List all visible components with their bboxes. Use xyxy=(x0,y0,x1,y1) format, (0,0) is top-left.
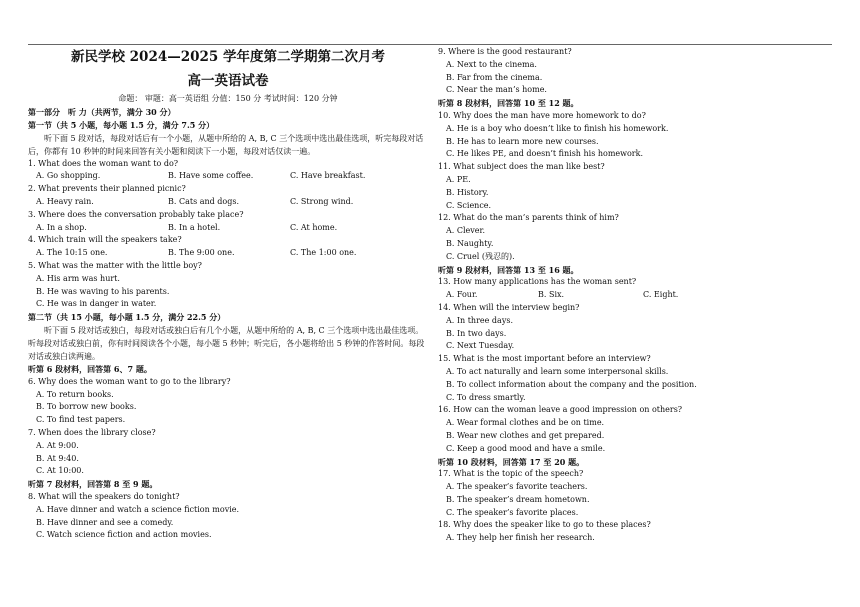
option: A. In a shop. xyxy=(36,222,87,232)
option: B. Have some coffee. xyxy=(168,171,254,181)
option: C. Strong wind. xyxy=(290,196,354,206)
option: B. Cats and dogs. xyxy=(168,196,240,206)
option: C. At 10:00. xyxy=(36,466,84,476)
option: C. Keep a good mood and have a smile. xyxy=(446,443,606,453)
option: C. To find test papers. xyxy=(36,415,126,425)
option: B. In two days. xyxy=(446,328,507,338)
option: A. The 10:15 one. xyxy=(36,248,108,258)
question-2-options xyxy=(28,196,428,209)
part1-heading: 第一部分 听 力（共两节，满分 30 分） xyxy=(28,107,176,117)
question-5: 5. What was the matter with the little boy? xyxy=(28,260,202,270)
question-8: 8. What will the speakers do tonight? xyxy=(28,491,180,501)
question-13: 13. How many applications has the woman sent? xyxy=(438,277,637,287)
exam-meta: 命题： 审题：高一英语组 分值：150 分 考试时间：120 分钟 xyxy=(118,94,338,103)
option: B. In a hotel. xyxy=(168,222,221,232)
question-14: 14. When will the interview begin? xyxy=(438,302,580,312)
option: B. To borrow new books. xyxy=(36,402,137,412)
option: B. Wear new clothes and get prepared. xyxy=(446,430,605,440)
option: B. The speaker’s dream hometown. xyxy=(446,494,590,504)
section2-heading: 第二节（共 15 小题，每小题 1.5 分，满分 22.5 分） xyxy=(28,312,226,323)
option: C. To dress smartly. xyxy=(446,392,526,402)
question-10: 10. Why does the man have more homework to do? xyxy=(438,110,646,120)
option: C. Near the man’s home. xyxy=(446,85,547,95)
exam-title: 新民学校 2024—2025 学年度第二学期第二次月考 xyxy=(70,49,386,65)
option: C. He was in danger in water. xyxy=(36,299,157,309)
option: C. Science. xyxy=(446,200,492,210)
option: A. To return books. xyxy=(36,389,114,399)
option: A. In three days. xyxy=(446,315,513,325)
option: A. At 9:00. xyxy=(36,440,79,450)
question-17: 17. What is the topic of the speech? xyxy=(438,469,584,479)
option: C. Eight. xyxy=(643,290,679,300)
option: C. Cruel (残忍的). xyxy=(446,251,515,261)
option: A. Clever. xyxy=(446,226,486,236)
question-11: 11. What subject does the man like best? xyxy=(438,162,605,172)
option: A. The speaker’s favorite teachers. xyxy=(446,482,588,492)
option: A. Next to the cinema. xyxy=(446,59,537,69)
material-7-heading: 听第 7 段材料，回答第 8 至 9 题。 xyxy=(28,479,158,490)
question-12: 12. What do the man’s parents think of him? xyxy=(438,213,619,223)
question-1-options xyxy=(28,170,428,183)
option: C. He likes PE, and doesn’t finish his homework. xyxy=(446,149,644,159)
option: B. Have dinner and see a comedy. xyxy=(36,517,174,527)
option: B. History. xyxy=(446,187,489,197)
option: B. Far from the cinema. xyxy=(446,72,543,82)
option: C. At home. xyxy=(290,222,338,232)
option: B. He has to learn more new courses. xyxy=(446,136,599,146)
option: B. Naughty. xyxy=(446,238,494,248)
option: C. Next Tuesday. xyxy=(446,341,515,351)
question-9: 9. Where is the good restaurant? xyxy=(438,47,572,56)
material-9-heading: 听第 9 段材料，回答第 13 至 16 题。 xyxy=(438,264,579,275)
question-3: 3. Where does the conversation probably take place? xyxy=(28,209,244,219)
question-15: 15. What is the most important before an interview? xyxy=(438,354,651,364)
exam-subtitle: 高一英语试卷 xyxy=(187,73,269,89)
option: A. They help her finish her research. xyxy=(446,533,595,543)
option: B. The 9:00 one. xyxy=(168,248,235,258)
option: A. Go shopping. xyxy=(36,171,101,181)
question-18: 18. Why does the speaker like to go to these places? xyxy=(438,520,651,530)
option: C. The speaker’s favorite places. xyxy=(446,507,579,517)
material-10-heading: 听第 10 段材料，回答第 17 至 20 题。 xyxy=(438,456,585,467)
question-16: 16. How can the woman leave a good impression on others? xyxy=(438,405,683,415)
question-13-options xyxy=(438,289,838,302)
header-rule xyxy=(28,44,832,45)
question-4: 4. Which train will the speakers take? xyxy=(28,235,182,245)
question-1: 1. What does the woman want to do? xyxy=(28,158,179,168)
option: A. Heavy rain. xyxy=(36,196,94,206)
question-2: 2. What prevents their planned picnic? xyxy=(28,184,186,194)
option: B. He was waving to his parents. xyxy=(36,286,170,296)
left-column xyxy=(28,46,428,542)
option: A. He is a boy who doesn’t like to finish his homework. xyxy=(446,123,669,133)
option: A. Four. xyxy=(446,290,478,300)
option: C. Have breakfast. xyxy=(290,171,366,181)
question-4-options xyxy=(28,247,428,260)
section1-instructions: 听下面 5 段对话，每段对话后有一个小题，从题中所给的 A, B, C 三个选项中选出最佳选项，听完每段对话后，你都有 10 秒钟的时间来回答有关小题和阅读下一小题，每段对话仅读一遍。 xyxy=(28,133,424,156)
question-7: 7. When does the library close? xyxy=(28,427,156,437)
section1-heading: 第一节（共 5 小题，每小题 1.5 分，满分 7.5 分） xyxy=(28,119,215,130)
option: A. PE. xyxy=(446,174,471,184)
material-8-heading: 听第 8 段材料，回答第 10 至 12 题。 xyxy=(438,98,579,109)
section2-instructions: 听下面 5 段对话或独白，每段对话或独白后有几个小题，从题中所给的 A, B, C 三个选项中选出最佳选项。听每段对话或独白前，你有时间阅读各个小题，每小题 5 秒钟；听完后，各小题将给出 5 秒钟的作答时间。每段对话或独白读两遍。 xyxy=(28,325,425,361)
right-column xyxy=(438,46,838,545)
option: A. To act naturally and learn some interpersonal skills. xyxy=(446,366,669,376)
option: B. At 9:40. xyxy=(36,453,79,463)
option: C. The 1:00 one. xyxy=(290,248,357,258)
option: C. Watch science fiction and action movies. xyxy=(36,530,212,540)
option: A. Wear formal clothes and be on time. xyxy=(446,418,605,428)
option: B. Six. xyxy=(538,290,565,300)
option: B. To collect information about the company and the position. xyxy=(446,379,697,389)
question-6: 6. Why does the woman want to go to the library? xyxy=(28,376,231,386)
question-3-options xyxy=(28,222,428,235)
option: A. His arm was hurt. xyxy=(36,273,120,283)
material-6-heading: 听第 6 段材料，回答第 6、7 题。 xyxy=(28,363,152,374)
option: A. Have dinner and watch a science fiction movie. xyxy=(36,504,240,514)
